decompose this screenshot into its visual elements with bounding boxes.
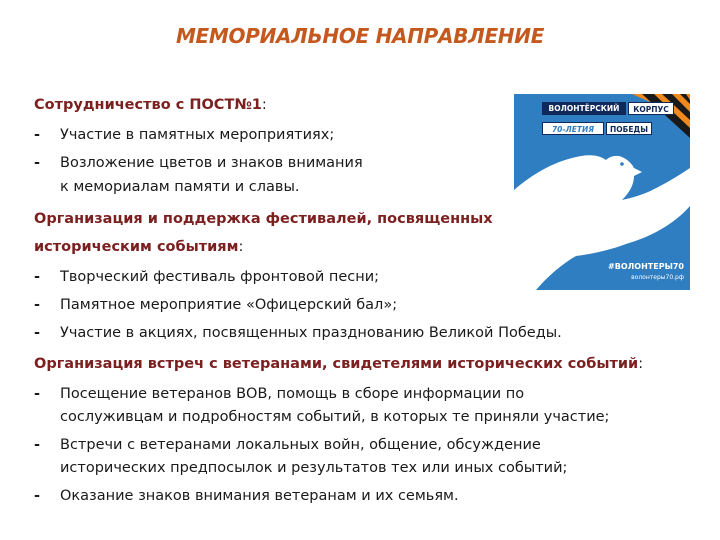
section-heading-cooperation <box>34 94 267 116</box>
badge-victory: ПОБЕДЫ <box>606 122 652 135</box>
list-item-text: Посещение ветеранов ВОВ, помощь в сборе информации по <box>60 386 525 402</box>
bullet-dash: - <box>34 437 41 453</box>
heading-colon: : <box>261 97 267 113</box>
poster-website: волонтеры70.рф <box>631 274 684 281</box>
section-heading-festivals-line2 <box>34 236 243 258</box>
section-heading-veterans <box>34 353 643 375</box>
volunteer-corps-poster <box>514 94 690 290</box>
bullet-dash: - <box>34 488 41 504</box>
bullet-dash: - <box>34 155 41 171</box>
bullet-dash: - <box>34 325 41 341</box>
heading-text: Организация встреч с ветеранами, свидетелями исторических событий <box>34 356 639 372</box>
bullet-dash: - <box>34 297 41 313</box>
badge-corps: КОРПУС <box>628 102 674 115</box>
list-item-text: Памятное мероприятие «Офицерский бал»; <box>60 297 398 313</box>
list-item-text: к мемориалам памяти и славы. <box>60 179 300 195</box>
bullet-dash: - <box>34 386 41 402</box>
heading-text: Сотрудничество с ПОСТ№1 <box>34 97 262 113</box>
bullet-dash: - <box>34 269 41 285</box>
list-item-text: исторических предпосылок и результатов тех или иных событий; <box>60 460 568 476</box>
list-item-text: Возложение цветов и знаков внимания <box>60 155 363 171</box>
list-item-text: Встречи с ветеранами локальных войн, общение, обсуждение <box>60 437 541 453</box>
section-heading-festivals: Организация и поддержка фестивалей, посвященных <box>34 211 493 227</box>
badge-70-years: 70-ЛЕТИЯ <box>542 122 604 135</box>
heading-colon: : <box>238 239 244 255</box>
list-item-text: Творческий фестиваль фронтовой песни; <box>60 269 380 285</box>
list-item-text: Участие в акциях, посвященных празднованию Великой Победы. <box>60 325 562 341</box>
poster-hashtag: #ВОЛОНТЕРЫ70 <box>608 262 684 271</box>
heading-colon: : <box>638 356 644 372</box>
list-item-text: Оказание знаков внимания ветеранам и их семьям. <box>60 488 459 504</box>
bullet-dash: - <box>34 127 41 143</box>
badge-volunteer: ВОЛОНТЁРСКИЙ <box>542 102 626 115</box>
list-item-text: сослуживцам и подробностям событий, в которых те приняли участие; <box>60 409 610 425</box>
page-title: МЕМОРИАЛЬНОЕ НАПРАВЛЕНИЕ <box>175 24 545 48</box>
list-item-text: Участие в памятных мероприятиях; <box>60 127 335 143</box>
heading-text: историческим событиям <box>34 239 239 255</box>
